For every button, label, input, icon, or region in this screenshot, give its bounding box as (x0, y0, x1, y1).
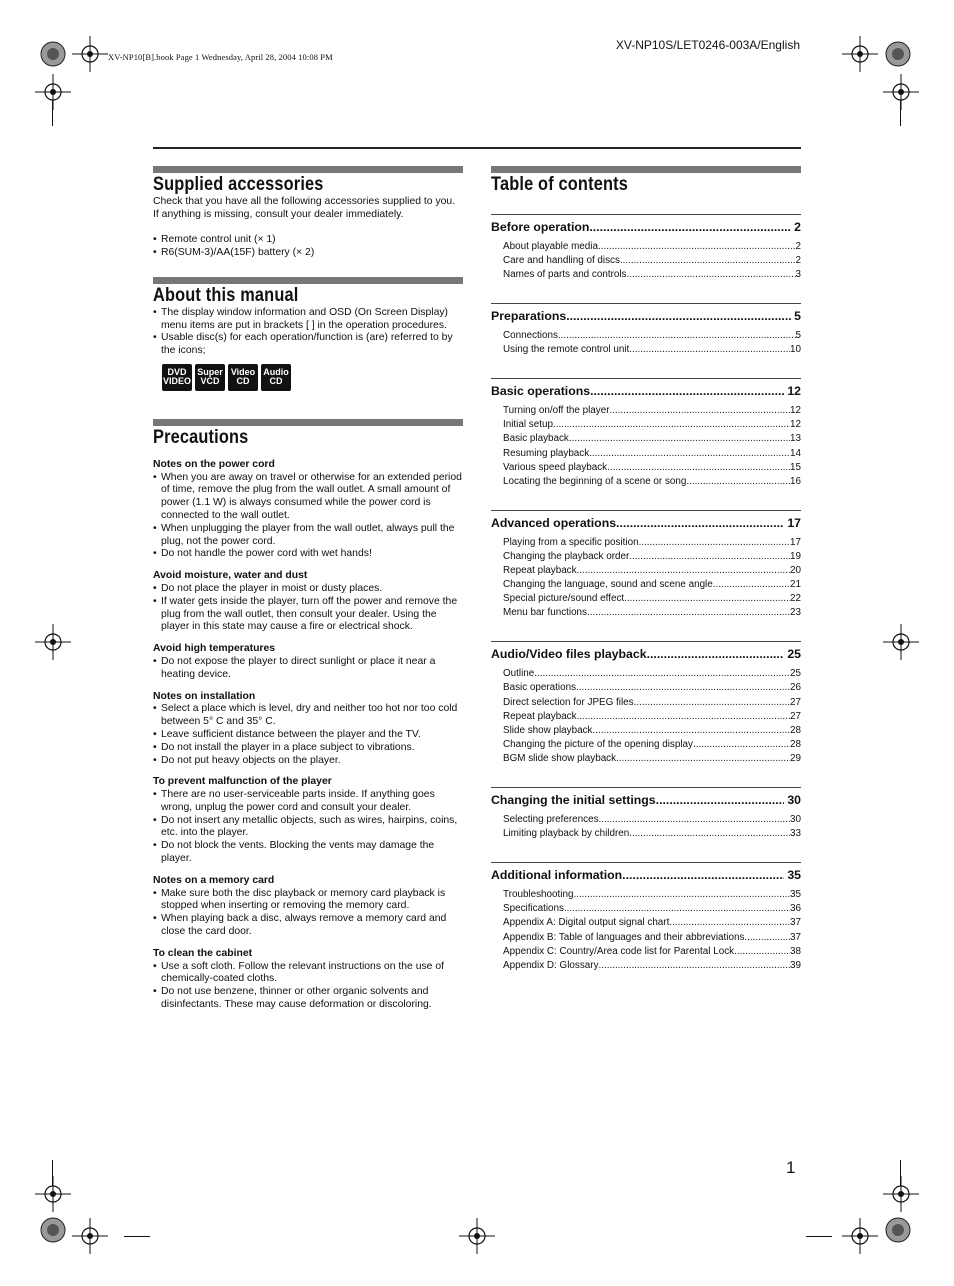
toc-section-label: Changing the initial settings (491, 793, 656, 808)
toc-leader (598, 240, 796, 254)
toc-sub-label: Outline (503, 668, 535, 680)
precaution-subheading: To clean the cabinet (153, 947, 253, 959)
toc-section-entry[interactable] (491, 219, 801, 235)
toc-sub-page: 25 (790, 668, 801, 680)
toc-sub-label: Direct selection for JPEG files (503, 696, 634, 708)
right-column (491, 166, 801, 994)
book-info-line: XV-NP10[B].book Page 1 Wednesday, April 28, 2004 10:08 PM (108, 52, 333, 62)
crosshair-mark-icon (459, 1218, 495, 1254)
precaution-subheading: Notes on a memory card (153, 874, 275, 886)
toc-leader (576, 681, 790, 695)
toc-section (491, 510, 801, 621)
crop-line (52, 100, 53, 126)
precaution-item: • Do not handle the power cord with wet hands! (153, 548, 463, 561)
crop-line (806, 1236, 832, 1237)
toc-sub-page: 36 (790, 903, 801, 915)
supplied-list (153, 234, 463, 260)
toc-sub-label: Repeat playback (503, 565, 577, 577)
toc-sub-label: Playing from a specific position (503, 536, 639, 548)
disc-icon-line: Audio (263, 367, 289, 378)
precaution-item: • Leave sufficient distance between the player and the TV. (153, 729, 463, 742)
toc-sub-label: Care and handling of discs (503, 254, 620, 266)
toc-sub-page: 30 (790, 814, 801, 826)
toc-sub-label: Various speed playback (503, 461, 608, 473)
precaution-item: • When you are away on travel or otherwise for an extended period of time, remove the plug from the wall outlet. A small amount of power (1.1 W) is always consumed while the power cord is connected to the wall outlet. (153, 472, 463, 523)
toc-sub-page: 28 (790, 724, 801, 736)
toc-subentry[interactable] (491, 738, 801, 752)
section-bar (491, 166, 801, 173)
toc-leader (624, 592, 790, 606)
toc-section (491, 214, 801, 282)
toc-section-label: Before operation (491, 219, 590, 234)
precaution-item: • Do not expose the player to direct sunlight or place it near a heating device. (153, 656, 463, 682)
disc-icon-line: VIDEO (162, 376, 191, 387)
crosshair-mark-icon (883, 624, 919, 660)
disc-icon-line: Super (197, 367, 223, 378)
toc-leader (590, 383, 784, 399)
crosshair-mark-icon (35, 1176, 71, 1212)
toc-subentry[interactable] (491, 432, 801, 446)
toc-leader (589, 219, 791, 235)
toc-sub-page: 20 (790, 565, 801, 577)
top-rule (153, 147, 801, 149)
toc-sub-label: Specifications (503, 903, 564, 915)
precaution-list (153, 703, 463, 767)
toc-sub-label: Appendix D: Glossary (503, 959, 599, 971)
toc-section-label: Additional information (491, 868, 623, 883)
toc-subentry[interactable] (491, 813, 801, 827)
precaution-item: • Do not block the vents. Blocking the vents may damage the player. (153, 840, 463, 866)
toc-sub-label: Changing the picture of the opening display (503, 738, 693, 750)
toc-section-entry[interactable] (491, 792, 801, 808)
toc-leader (620, 254, 796, 268)
disc-icon-line: DVD (167, 367, 187, 378)
crosshair-mark-icon (883, 1176, 919, 1212)
toc-subentry[interactable] (491, 550, 801, 564)
registration-mark-icon (35, 1212, 71, 1248)
toc-sub-page: 29 (790, 752, 801, 764)
toc-section-page: 30 (787, 793, 801, 808)
toc-section-label: Audio/Video files playback (491, 647, 647, 662)
super-vcd-icon (195, 364, 225, 391)
toc-sub-label: Menu bar functions (503, 607, 587, 619)
registration-mark-icon (880, 1212, 916, 1248)
toc-subentry[interactable] (491, 710, 801, 724)
disc-icon-line: VCD (200, 376, 220, 387)
toc-sub-page: 22 (790, 593, 801, 605)
toc-leader (577, 710, 790, 724)
toc-subentry[interactable] (491, 827, 801, 841)
toc-subentry[interactable] (491, 240, 801, 254)
toc-sub-label: Resuming playback (503, 447, 590, 459)
toc-subentry[interactable] (491, 667, 801, 681)
toc-sub-label: Using the remote control unit (503, 344, 630, 356)
toc-subentry[interactable] (491, 461, 801, 475)
toc-leader (693, 738, 790, 752)
crosshair-mark-icon (35, 624, 71, 660)
toc-section (491, 787, 801, 841)
crosshair-mark-icon (72, 1218, 108, 1254)
toc-leader (534, 667, 790, 681)
toc-section (491, 862, 801, 973)
dvd-video-icon (162, 364, 192, 391)
toc-sub-label: Limiting playback by children (503, 828, 630, 840)
toc-leader (589, 447, 790, 461)
section-bar (153, 419, 463, 426)
crosshair-mark-icon (72, 36, 108, 72)
toc-leader (744, 931, 790, 945)
toc-leader (639, 536, 790, 550)
toc-sub-label: Appendix C: Country/Area code list for Parental Lock (503, 945, 735, 957)
toc-subentry[interactable] (491, 696, 801, 710)
precaution-item: • Do not put heavy objects on the player. (153, 755, 463, 768)
toc-sub-page: 15 (790, 461, 801, 473)
precaution-item: • Select a place which is level, dry and neither too hot nor too cold between 5° C and 35° C. (153, 703, 463, 729)
precaution-list (153, 789, 463, 866)
toc-sub-label: Locating the beginning of a scene or song (503, 475, 687, 487)
toc-sub-label: Basic operations (503, 682, 577, 694)
table-of-contents (491, 214, 801, 973)
toc-subentry[interactable] (491, 475, 801, 489)
crosshair-mark-icon (883, 74, 919, 110)
about-list (153, 307, 463, 358)
toc-sub-page: 2 (795, 254, 801, 266)
crop-line (124, 1236, 150, 1237)
toc-leader (569, 432, 790, 446)
toc-subentry[interactable] (491, 945, 801, 959)
toc-leader (616, 752, 790, 766)
toc-subentry[interactable] (491, 418, 801, 432)
toc-section-label: Advanced operations (491, 515, 617, 530)
about-item: • The display window information and OSD (On Screen Display) menu items are put in brackets [ ] in the operation procedures. (153, 307, 463, 333)
precaution-list (153, 472, 463, 562)
precaution-subheading: Avoid high temperatures (153, 643, 276, 655)
toc-sub-page: 37 (790, 931, 801, 943)
precaution-item: • Use a soft cloth. Follow the relevant instructions on the use of chemically-coated cloths. (153, 961, 463, 987)
section-bar (153, 166, 463, 173)
toc-sub-label: Appendix A: Digital output signal chart (503, 917, 670, 929)
registration-mark-icon (35, 36, 71, 72)
toc-sub-page: 12 (790, 419, 801, 431)
toc-leader (599, 813, 791, 827)
precaution-list (153, 656, 463, 682)
toc-sub-label: Slide show playback (503, 724, 593, 736)
precaution-list (153, 888, 463, 939)
toc-sub-page: 28 (790, 738, 801, 750)
toc-sub-page: 5 (795, 330, 801, 342)
toc-subentry[interactable] (491, 931, 801, 945)
toc-sub-page: 33 (790, 828, 801, 840)
toc-subentry[interactable] (491, 888, 801, 902)
crop-line (900, 100, 901, 126)
toc-subentry[interactable] (491, 254, 801, 268)
precaution-subheading: Avoid moisture, water and dust (153, 570, 308, 582)
disc-icons (162, 364, 463, 391)
toc-leader (656, 792, 785, 808)
toc-section-entry[interactable] (491, 308, 801, 324)
toc-sub-page: 39 (790, 959, 801, 971)
toc-sub-page: 37 (790, 917, 801, 929)
toc-leader (607, 461, 790, 475)
video-cd-icon (228, 364, 258, 391)
supplied-intro: Check that you have all the following accessories supplied to you. If anything is missing, consult your dealer immediately. (153, 195, 456, 220)
toc-leader (577, 564, 790, 578)
disc-icon-line: Video (230, 367, 256, 378)
toc-leader (629, 343, 790, 357)
toc-section-page: 17 (787, 515, 801, 530)
toc-subentry[interactable] (491, 592, 801, 606)
toc-sub-page: 27 (790, 710, 801, 722)
toc-sub-label: Repeat playback (503, 710, 577, 722)
toc-leader (686, 475, 790, 489)
supplied-item: • Remote control unit (× 1) (153, 234, 463, 247)
toc-sub-page: 14 (790, 447, 801, 459)
precaution-list (153, 583, 463, 634)
crosshair-mark-icon (842, 36, 878, 72)
crosshair-mark-icon (842, 1218, 878, 1254)
toc-leader (629, 550, 790, 564)
toc-sub-page: 17 (790, 536, 801, 548)
toc-sub-label: Changing the playback order (503, 550, 630, 562)
toc-subentry[interactable] (491, 959, 801, 973)
toc-sub-page: 27 (790, 696, 801, 708)
toc-sub-label: About playable media (503, 240, 598, 252)
disc-icon-line: CD (236, 376, 250, 387)
about-manual-heading: About this manual (153, 284, 299, 306)
toc-subentry[interactable] (491, 447, 801, 461)
toc-section-page: 12 (787, 384, 801, 399)
toc-subentry[interactable] (491, 343, 801, 357)
document-code: XV-NP10S/LET0246-003A/English (615, 38, 800, 52)
precautions-groups (153, 459, 463, 1012)
toc-sub-page: 16 (790, 475, 801, 487)
precautions-heading: Precautions (153, 426, 249, 448)
toc-section-entry[interactable] (491, 867, 801, 883)
toc-sub-page: 3 (795, 268, 801, 280)
toc-subentry[interactable] (491, 752, 801, 766)
toc-leader (616, 515, 784, 531)
precaution-list (153, 961, 463, 1012)
crosshair-mark-icon (35, 74, 71, 110)
toc-section-entry[interactable] (491, 383, 801, 399)
toc-subentry[interactable] (491, 902, 801, 916)
disc-icon-line: CD (269, 376, 283, 387)
toc-section-entry[interactable] (491, 515, 801, 531)
toc-subentry[interactable] (491, 578, 801, 592)
toc-leader (566, 308, 791, 324)
section-bar (153, 277, 463, 284)
toc-leader (610, 404, 791, 418)
toc-leader (713, 578, 790, 592)
toc-sub-label: Special picture/sound effect (503, 593, 625, 605)
audio-cd-icon (261, 364, 291, 391)
toc-sub-label: Connections (503, 330, 558, 342)
toc-subentry[interactable] (491, 724, 801, 738)
toc-sub-label: Appendix B: Table of languages and their abbreviations (503, 931, 745, 943)
crop-line (900, 1160, 901, 1186)
toc-sub-page: 12 (790, 405, 801, 417)
toc-section-entry[interactable] (491, 646, 801, 662)
toc-sub-page: 21 (790, 579, 801, 591)
page-number: 1 (786, 1158, 796, 1177)
toc-leader (564, 902, 790, 916)
toc-leader (634, 696, 790, 710)
toc-sub-label: Names of parts and controls (503, 268, 627, 280)
precaution-item: • When unplugging the player from the wall outlet, always pull the plug, not the power cord. (153, 523, 463, 549)
toc-leader (647, 646, 785, 662)
toc-section-label: Preparations (491, 309, 567, 324)
precaution-item: • Do not install the player in a place subject to vibrations. (153, 742, 463, 755)
toc-sub-label: Changing the language, sound and scene angle (503, 579, 713, 591)
precaution-item: • Do not insert any metallic objects, such as wires, hairpins, coins, etc. into the player. (153, 815, 463, 841)
toc-leader (669, 916, 790, 930)
toc-sub-label: Turning on/off the player (503, 405, 610, 417)
toc-sub-page: 35 (790, 889, 801, 901)
toc-subentry[interactable] (491, 536, 801, 550)
toc-subentry[interactable] (491, 329, 801, 343)
toc-sub-page: 26 (790, 682, 801, 694)
toc-section (491, 641, 801, 766)
toc-sub-label: BGM slide show playback (503, 752, 617, 764)
about-item: • Usable disc(s) for each operation/function is (are) referred to by the icons; (153, 332, 463, 358)
supplied-item: • R6(SUM-3)/AA(15F) battery (× 2) (153, 247, 463, 260)
toc-sub-label: Selecting preferences (503, 814, 599, 826)
toc-section-page: 5 (794, 309, 801, 324)
toc-sub-page: 19 (790, 550, 801, 562)
toc-sub-page: 10 (790, 344, 801, 356)
toc-heading: Table of contents (491, 174, 628, 195)
toc-section (491, 378, 801, 489)
precaution-item: • When playing back a disc, always remove a memory card and close the card door. (153, 913, 463, 939)
toc-leader (599, 959, 791, 973)
toc-leader (573, 888, 790, 902)
toc-leader (622, 867, 784, 883)
toc-subentry[interactable] (491, 916, 801, 930)
toc-sub-label: Troubleshooting (503, 889, 574, 901)
registration-mark-icon (880, 36, 916, 72)
toc-sub-page: 2 (795, 240, 801, 252)
precaution-item: • Make sure both the disc playback or memory card playback is stopped when inserting or removing the memory card. (153, 888, 463, 914)
left-column (153, 166, 463, 1012)
toc-sub-page: 38 (790, 945, 801, 957)
toc-leader (627, 268, 796, 282)
toc-section (491, 303, 801, 357)
toc-subentry[interactable] (491, 268, 801, 282)
supplied-accessories-heading: Supplied accessories (153, 174, 324, 195)
toc-sub-page: 13 (790, 433, 801, 445)
toc-leader (558, 329, 796, 343)
toc-sub-label: Initial setup (503, 419, 553, 431)
toc-section-page: 25 (787, 647, 801, 662)
toc-leader (734, 945, 790, 959)
precaution-subheading: To prevent malfunction of the player (153, 776, 332, 788)
toc-subentry[interactable] (491, 606, 801, 620)
toc-subentry[interactable] (491, 404, 801, 418)
toc-leader (553, 418, 790, 432)
toc-section-page: 2 (794, 219, 801, 234)
toc-section-label: Basic operations (491, 384, 591, 399)
precaution-subheading: Notes on the power cord (153, 458, 275, 470)
toc-sub-page: 23 (790, 607, 801, 619)
crop-line (52, 1160, 53, 1186)
toc-section-page: 35 (787, 868, 801, 883)
precaution-item: • If water gets inside the player, turn off the power and remove the plug from the wall outlet, then consult your dealer. Using the player in this state may cause a fire or electrical shock. (153, 596, 463, 634)
toc-subentry[interactable] (491, 564, 801, 578)
precaution-subheading: Notes on installation (153, 690, 256, 702)
toc-leader (592, 724, 790, 738)
toc-leader (629, 827, 790, 841)
toc-leader (587, 606, 790, 620)
precaution-item: • Do not use benzene, thinner or other organic solvents and disinfectants. These may cause deformation or discoloring. (153, 986, 463, 1012)
precaution-item: • Do not place the player in moist or dusty places. (153, 583, 463, 596)
precaution-item: • There are no user-serviceable parts inside. If anything goes wrong, unplug the power cord and consult your dealer. (153, 789, 463, 815)
toc-sub-label: Basic playback (503, 433, 569, 445)
toc-subentry[interactable] (491, 681, 801, 695)
